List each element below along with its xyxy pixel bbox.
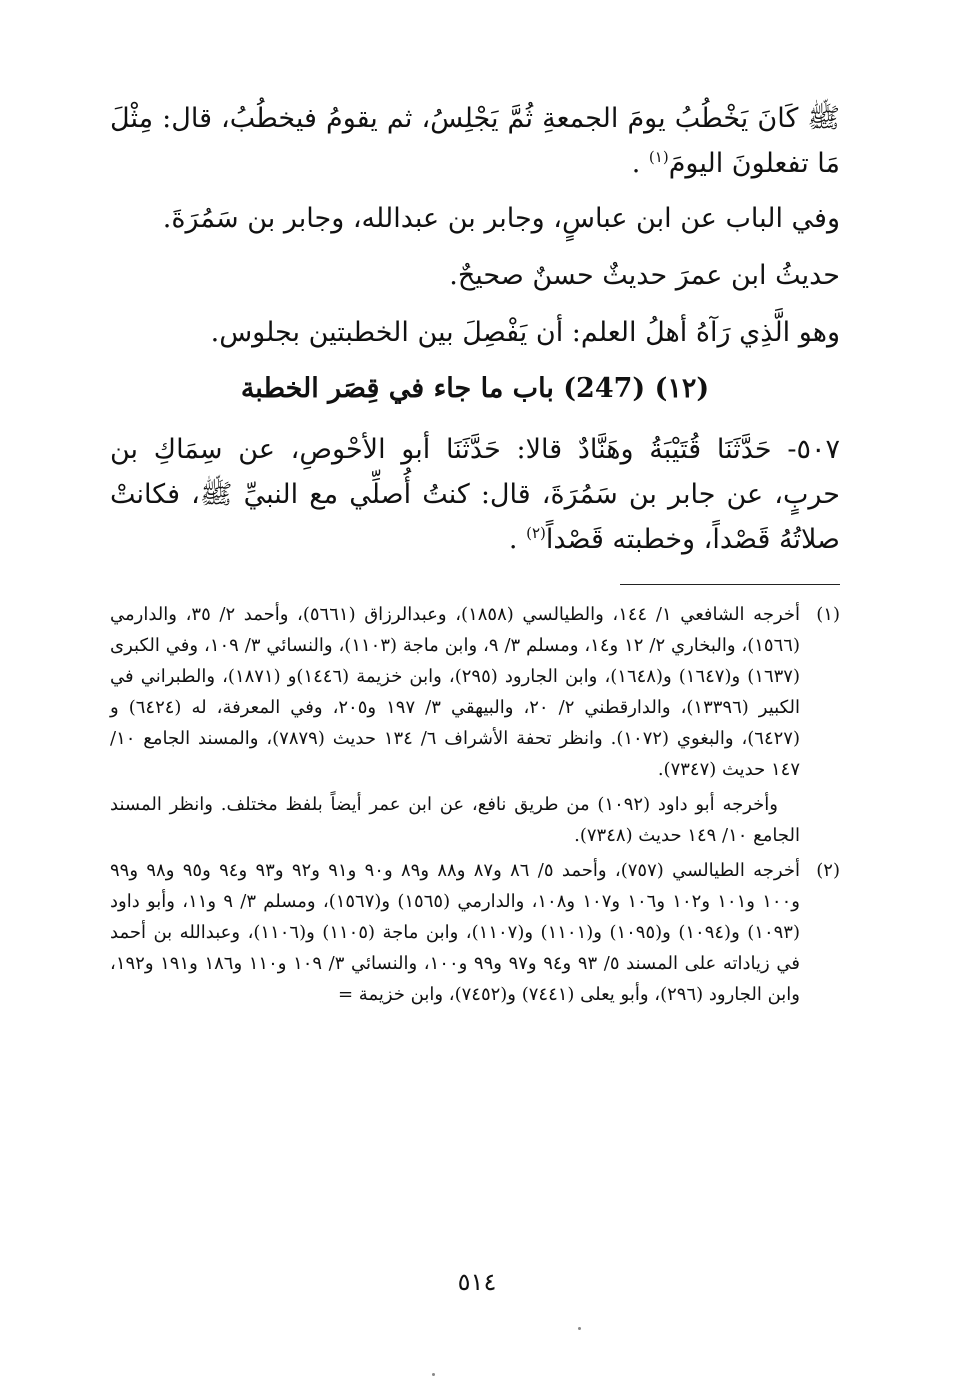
- footnote-1-text: أخرجه الشافعي ١/ ١٤٤، والطيالسي (١٨٥٨)، وعبدالرزاق (٥٦٦١)، وأحمد ٢/ ٣٥، والدارمي (١٥٦٦)، والبخاري ٢/ ١٢ و١٤، ومسلم ٣/ ٩، وابن ماجة (١١٠٣)، والنسائي ٣/ ١٠٩، وفي الكبرى (١٦٣٧) و(١٦٤٧) و(١٦٤٨)، وابن الجارود (٢٩٥)، وابن خزيمة (١٤٤٦)و (١٨٧١)، والطبراني في الكبير (١٣٣٩٦)، والدارقطني ٢/ ٢٠، والبيهقي ٣/ ١٩٧ و٢٠٥، وفي المعرفة، له (٦٤٢٤) و (٦٤٢٧)، والبغوي (١٠٧٢). وانظر تحفة الأشراف ٦/ ١٣٤ حديث (٧٨٧٩)، والمسند الجامع ١٠/ ١٤٧ حديث (٧٣٤٧).: [110, 604, 801, 780]
- footnote-1: [110, 599, 840, 851]
- paragraph-1-end: .: [631, 148, 649, 179]
- paragraph-1-text: ﷺ كَانَ يَخْطُبُ يومَ الجمعةِ ثُمَّ يَجْلِسُ، ثم يقومُ فيخطُبُ، قال: مِثْلَ مَا تفعلونَ اليومَ: [110, 103, 840, 179]
- footnote-ref-1: (١): [648, 148, 669, 166]
- footnote-1-continuation: وأخرجه أبو داود (١٠٩٢) من طريق نافع، عن ابن عمر أيضاً بلفظ مختلف. وانظر المسند الجامع ١٠/ ١٤٩ حديث (٧٣٤٨).: [110, 794, 800, 846]
- footnote-2-text: أخرجه الطيالسي (٧٥٧)، وأحمد ٥/ ٨٦ و٨٧ و٨٨ و٨٩ و٩٠ و٩١ و٩٢ و٩٣ و٩٤ و٩٥ و٩٨ و٩٩ و١٠٠ و١٠١ و١٠٢ و١٠٦ و١٠٧ و١٠٨، والدارمي (١٥٦٥) و(١٥٦٧)، ومسلم ٣/ ٩ و١١، وأبو داود (١٠٩٣) و(١٠٩٤) و(١٠٩٥) و(١١٠١) و(١١٠٧)، وابن ماجة (١١٠٥) و(١١٠٦)، وعبدالله بن أحمد في زياداته على المسند ٥/ ٩٣ و٩٤ و٩٧ و٩٩ و١٠٠، والنسائي ٣/ ١٠٩ و١١٠ و١٨٦ و١٩١ و١٩٢، وابن الجارود (٢٩٦)، وأبو يعلى (٧٤٤١) و(٧٤٥٢)، وابن خزيمة =: [110, 860, 800, 1005]
- footnote-2-number: (٢): [816, 860, 840, 881]
- scan-speck: [578, 1327, 581, 1330]
- paragraph-1: [110, 96, 840, 186]
- hadith-507: [110, 427, 840, 562]
- main-text: [110, 96, 840, 355]
- paragraph-2: وفي الباب عن ابن عباسٍ، وجابر بن عبدالله، وجابر بن سَمُرَةَ.: [162, 203, 840, 234]
- page-content: [110, 96, 840, 1014]
- paragraph-4: وهو الَّذِي رَآهُ أهلُ العلم: أن يَفْصِلَ بين الخطبتين بجلوس.: [210, 317, 840, 348]
- hadith-text: ٥٠٧- حَدَّثَنَا قُتَيْبَةُ وهَنَّادٌ قالا: حَدَّثَنَا أبو الأحْوصِ، عن سِمَاكِ بن حربٍ، عن جابر بن سَمُرَةَ، قال: كنتُ أُصلِّي مع النبيِّ ﷺ، فكانتْ صلاتُهُ قَصْداً، وخطبته قَصْداً: [110, 434, 840, 555]
- footnotes: [110, 599, 840, 1010]
- footnote-separator: [620, 584, 840, 585]
- footnote-1-body: [110, 599, 800, 851]
- footnote-2-body: [110, 855, 800, 1010]
- footnote-2: [110, 855, 840, 1010]
- hadith-paragraph: [110, 427, 840, 562]
- page-number: ٥١٤: [457, 1268, 497, 1296]
- scan-speck: [432, 1373, 435, 1376]
- footnote-ref-2: (٢): [526, 524, 546, 542]
- hadith-end: .: [508, 524, 527, 555]
- paragraph-3: حديثُ ابن عمرَ حديثٌ حسنٌ صحيحٌ.: [449, 260, 840, 291]
- footnote-1-number: (١): [816, 604, 840, 625]
- chapter-heading: (١٢) (247) باب ما جاء في قِصَر الخطبة: [240, 373, 710, 404]
